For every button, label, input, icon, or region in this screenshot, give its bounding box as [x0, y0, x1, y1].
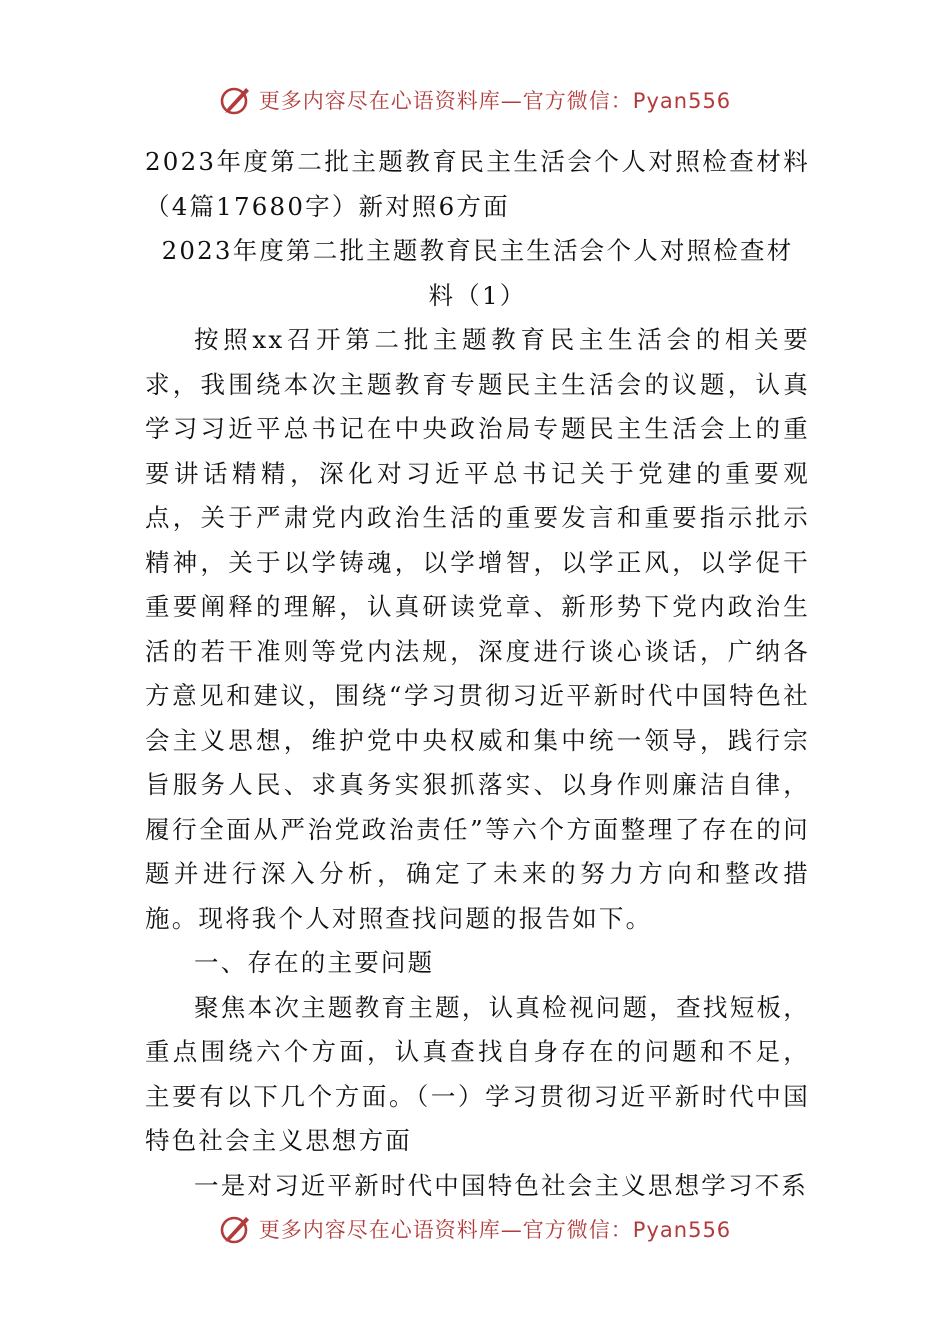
header-watermark-banner [0, 78, 950, 122]
document-body [145, 140, 810, 1208]
header-watermark-text: 更多内容尽在心语资料库—官方微信：Pyan556 [258, 89, 732, 113]
quill-pen-logo-icon [219, 83, 253, 117]
section-heading: 一、存在的主要问题 [194, 948, 435, 977]
body-paragraph: 一是对习近平新时代中国特色社会主义思想学习不系 [194, 1170, 809, 1200]
footer-watermark-text: 更多内容尽在心语资料库—官方微信：Pyan556 [258, 1218, 732, 1242]
document-title: 2023年度第二批主题教育民主生活会个人对照检查材料（4篇17680字）新对照6方面 [145, 147, 810, 221]
quill-pen-logo-icon [219, 1212, 253, 1246]
document-subtitle: 2023年度第二批主题教育民主生活会个人对照检查材料（1） [161, 236, 794, 310]
body-paragraph: 聚焦本次主题教育主题，认真检视问题，查找短板，重点围绕六个方面，认真查找自身存在的问题和不足，主要有以下几个方面。（一）学习贯彻习近平新时代中国特色社会主义思想方面 [145, 992, 810, 1155]
body-paragraph: 按照xx召开第二批主题教育民主生活会的相关要求，我围绕本次主题教育专题民主生活会的议题，认真学习习近平总书记在中央政治局专题民主生活会上的重要讲话精精，深化对习近平总书记关于党建的重要观点，关于严肃党内政治生活的重要发言和重要指示批示精神，关于以学铸魂，以学增智，以学正风，以学促干重要阐释的理解，认真研读党章、新形势下党内政治生活的若干准则等党内法规，深度进行谈心谈话，广纳各方意见和建议，围绕“学习贯彻习近平新时代中国特色社会主义思想，维护党中央权威和集中统一领导，践行宗旨服务人民、求真务实狠抓落实、以身作则廉洁自律，履行全面从严治党政治责任”等六个方面整理了存在的问题并进行深入分析，确定了未来的努力方向和整改措施。现将我个人对照查找问题的报告如下。 [145, 325, 810, 933]
footer-watermark-banner [0, 1207, 950, 1251]
